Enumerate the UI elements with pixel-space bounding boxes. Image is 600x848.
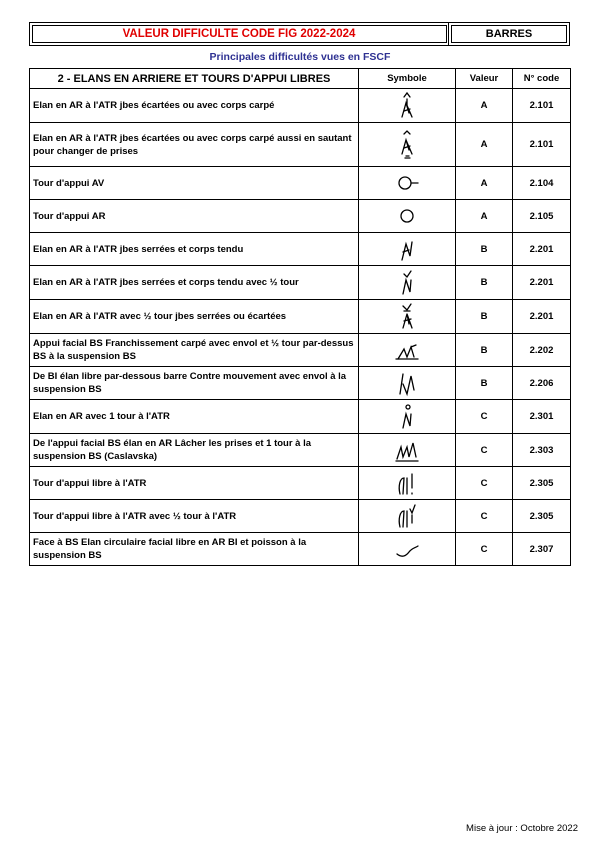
skill-value: C	[456, 500, 513, 533]
skill-description: De l'appui facial BS élan en AR Lâcher les prises et 1 tour à la suspension BS (Caslavska)	[30, 434, 359, 467]
skill-code: 2.305	[513, 500, 571, 533]
skill-code: 2.201	[513, 266, 571, 300]
table-row	[30, 367, 571, 400]
skill-symbol-cell	[359, 434, 456, 467]
handstand-half-turn-icon	[392, 268, 422, 298]
skill-code: 2.105	[513, 200, 571, 233]
skill-code: 2.305	[513, 467, 571, 500]
skill-value: A	[456, 89, 513, 123]
skill-symbol-cell	[359, 367, 456, 400]
skill-symbol-cell	[359, 123, 456, 167]
skill-description: Tour d'appui AV	[30, 167, 359, 200]
skill-description: Elan en AR à l'ATR jbes serrées et corps tendu	[30, 233, 359, 266]
skill-code: 2.206	[513, 367, 571, 400]
skill-code: 2.307	[513, 533, 571, 566]
document-subtitle: Principales difficultés vues en FSCF	[209, 51, 391, 63]
skill-code: 2.104	[513, 167, 571, 200]
counter-swing-icon	[392, 368, 422, 398]
document-header	[29, 22, 570, 46]
skill-symbol-cell	[359, 233, 456, 266]
table-row	[30, 334, 571, 367]
skill-value: B	[456, 233, 513, 266]
clear-hip-circle-icon	[392, 468, 422, 498]
skill-symbol-cell	[359, 467, 456, 500]
handstand-half-turn-straddle-icon	[392, 302, 422, 332]
skill-description: Elan en AR à l'ATR jbes écartées ou avec corps carpé aussi en sautant pour changer de prises	[30, 123, 359, 167]
table-header-row	[30, 69, 571, 89]
table-row	[30, 167, 571, 200]
skill-symbol-cell	[359, 300, 456, 334]
skill-symbol-cell	[359, 89, 456, 123]
difficulty-table	[29, 68, 571, 566]
skill-value: C	[456, 400, 513, 434]
skill-description: Tour d'appui AR	[30, 200, 359, 233]
skill-symbol-cell	[359, 200, 456, 233]
apparatus-label: BARRES	[449, 23, 569, 45]
skill-value: C	[456, 467, 513, 500]
skill-value: C	[456, 434, 513, 467]
update-date: Mise à jour : Octobre 2022	[466, 823, 578, 834]
skill-description: Elan en AR à l'ATR jbes serrées et corps tendu avec ½ tour	[30, 266, 359, 300]
handstand-stretched-icon	[392, 234, 422, 264]
skill-value: A	[456, 200, 513, 233]
section-title: 2 - ELANS EN ARRIERE ET TOURS D'APPUI LIBRES	[30, 69, 359, 89]
skill-code: 2.101	[513, 89, 571, 123]
skill-value: A	[456, 123, 513, 167]
column-header-value: Valeur	[456, 69, 513, 89]
table-row	[30, 233, 571, 266]
handstand-full-turn-icon	[392, 402, 422, 432]
document-title: VALEUR DIFFICULTE CODE FIG 2022-2024	[30, 23, 449, 45]
skill-code: 2.303	[513, 434, 571, 467]
table-row	[30, 400, 571, 434]
skill-description: Elan en AR à l'ATR avec ½ tour jbes serrées ou écartées	[30, 300, 359, 334]
skill-description: Elan en AR à l'ATR jbes écartées ou avec corps carpé	[30, 89, 359, 123]
table-row	[30, 123, 571, 167]
skill-description: Appui facial BS Franchissement carpé avec envol et ½ tour par-dessus BS à la suspension BS	[30, 334, 359, 367]
skill-code: 2.201	[513, 300, 571, 334]
skill-value: A	[456, 167, 513, 200]
skill-description: Face à BS Elan circulaire facial libre en AR BI et poisson à la suspension BS	[30, 533, 359, 566]
skill-code: 2.301	[513, 400, 571, 434]
table-row	[30, 266, 571, 300]
table-row	[30, 500, 571, 533]
table-row	[30, 89, 571, 123]
column-header-code: N° code	[513, 69, 571, 89]
circle-forward-icon	[392, 168, 422, 198]
skill-code: 2.101	[513, 123, 571, 167]
table-row	[30, 467, 571, 500]
skill-value: B	[456, 266, 513, 300]
table-row	[30, 300, 571, 334]
column-header-symbol: Symbole	[359, 69, 456, 89]
skill-description: Elan en AR avec 1 tour à l'ATR	[30, 400, 359, 434]
skill-code: 2.201	[513, 233, 571, 266]
skill-symbol-cell	[359, 533, 456, 566]
pike-flight-icon	[392, 335, 422, 365]
wave-swing-icon	[392, 534, 422, 564]
skill-symbol-cell	[359, 334, 456, 367]
table-row	[30, 434, 571, 467]
skill-description: De BI élan libre par-dessous barre Contre mouvement avec envol à la suspension BS	[30, 367, 359, 400]
table-body	[30, 89, 571, 566]
skill-symbol-cell	[359, 400, 456, 434]
table-row	[30, 200, 571, 233]
skill-description: Tour d'appui libre à l'ATR avec ½ tour à l'ATR	[30, 500, 359, 533]
clear-hip-half-turn-icon	[392, 501, 422, 531]
skill-description: Tour d'appui libre à l'ATR	[30, 467, 359, 500]
skill-value: B	[456, 300, 513, 334]
skill-symbol-cell	[359, 500, 456, 533]
handstand-straddle-icon	[392, 91, 422, 121]
skill-code: 2.202	[513, 334, 571, 367]
skill-symbol-cell	[359, 167, 456, 200]
skill-value: C	[456, 533, 513, 566]
skill-symbol-cell	[359, 266, 456, 300]
caslavska-icon	[392, 435, 422, 465]
skill-value: B	[456, 334, 513, 367]
handstand-straddle-hop-icon	[392, 130, 422, 160]
skill-value: B	[456, 367, 513, 400]
circle-backward-icon	[392, 201, 422, 231]
table-row	[30, 533, 571, 566]
